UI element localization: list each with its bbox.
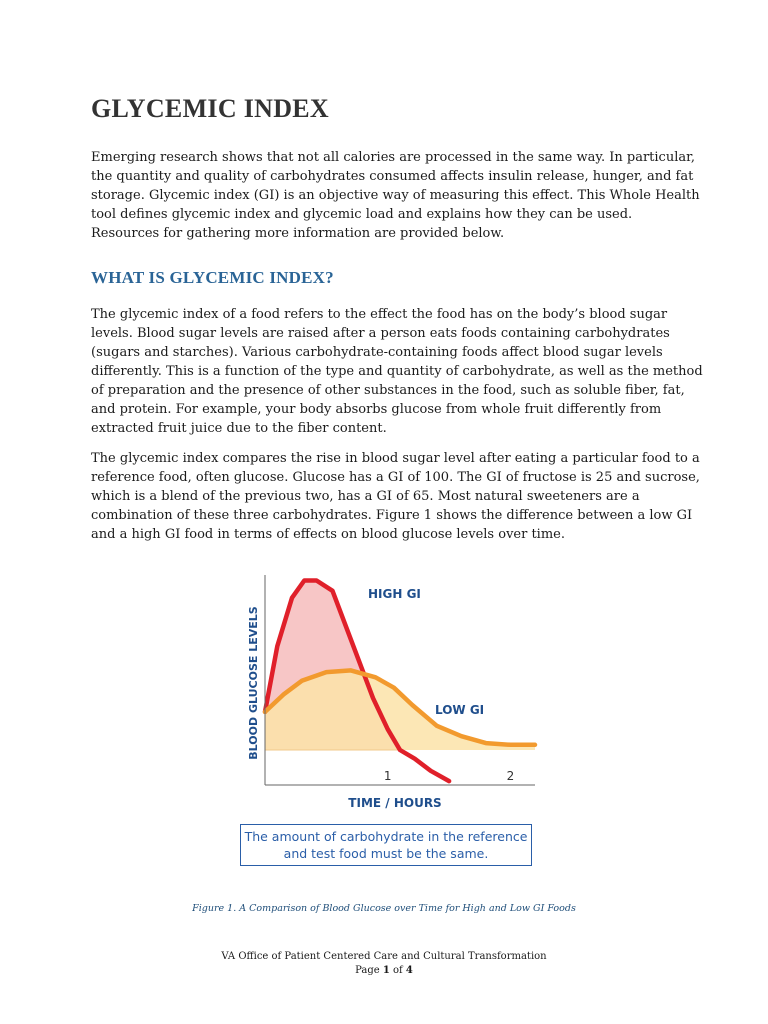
x-axis-label: TIME / HOURS (348, 796, 442, 810)
paragraph-definition: The glycemic index of a food refers to the effect the food has on the body’s blood sugar levels. Blood sugar levels are raised after a person eats foods containing carbohydrates (sugars and starches). Various carbohydrate-containing foods affect blood sugar levels differently. This is a function of the type and quantity of carbohydrate, as well as the method of preparation and the presence of other substances in the food, such as soluble fiber, fat, and protein. For example, your body absorbs glucose from whole fruit differently from extracted fruit juice due to the fiber content. (91, 307, 703, 436)
intro-paragraph: Emerging research shows that not all calories are processed in the same way. In particular, the quantity and quality of carbohydrates consumed affects insulin release, hunger, and fat storage. Glycemic index (GI) is an objective way of measuring this effect. This Whole Health tool defines glycemic index and glycemic load and explains how they can be used. Resources for gathering more information are provided below. (91, 150, 700, 241)
document-title: GLYCEMIC INDEX (91, 94, 329, 123)
x-tick-label: 1 (383, 769, 392, 783)
section-heading: WHAT IS GLYCEMIC INDEX? (91, 268, 334, 287)
area-low-gi (265, 670, 535, 750)
y-axis-label: BLOOD GLUCOSE LEVELS (247, 606, 260, 760)
series-label-low-gi: LOW GI (435, 703, 485, 717)
footer-organization: VA Office of Patient Centered Care and Cultural Transformation (221, 951, 547, 962)
footer-page-number (0, 965, 768, 976)
series-label-high-gi: HIGH GI (368, 587, 421, 601)
footer-page-total: 4 (405, 965, 413, 976)
figure-caption: Figure 1. A Comparison of Blood Glucose over Time for High and Low GI Foods (192, 903, 576, 914)
footer-page-current: 1 (382, 965, 390, 976)
x-tick-label: 2 (506, 769, 515, 783)
footer-of-word: of (393, 965, 403, 976)
figure-note-box: The amount of carbohydrate in the reference and test food must be the same. (240, 824, 532, 866)
glycemic-chart-svg (235, 565, 545, 820)
paragraph-comparison: The glycemic index compares the rise in blood sugar level after eating a particular food to a reference food, often glucose. Glucose has a GI of 100. The GI of fructose is 25 and sucrose, which is a blend of the previous two, has a GI of 65. Most natural sweeteners are a combination of these three carbohydrates. Figure 1 shows the difference between a low GI and a high GI food in terms of effects on blood glucose levels over time. (91, 451, 700, 542)
footer-page-word: Page (355, 965, 380, 976)
